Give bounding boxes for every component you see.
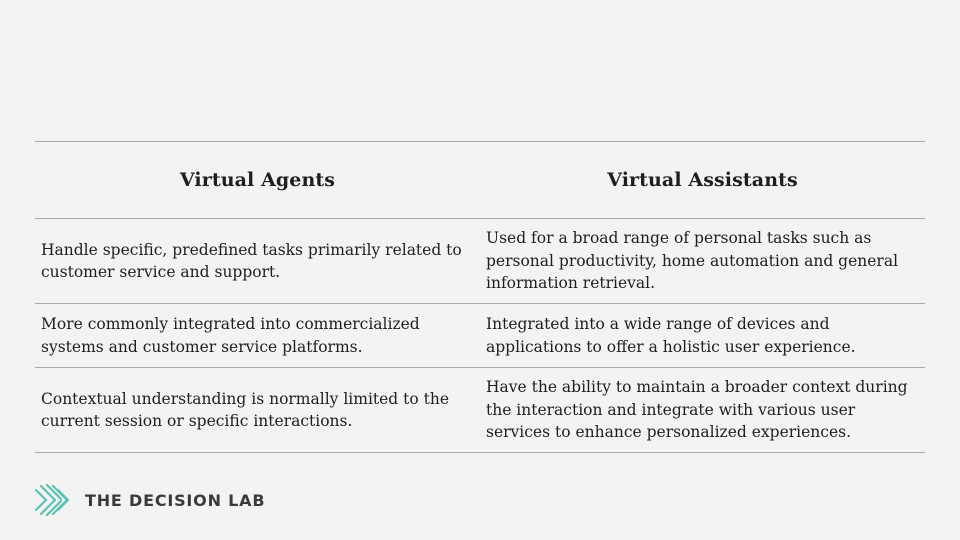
- agents-cell: More commonly integrated into commercialized systems and customer service platforms.: [41, 315, 420, 356]
- assistants-cell: Integrated into a wide range of devices and applications to offer a holistic user experience.: [486, 315, 856, 356]
- brand-name: THE DECISION LAB: [85, 490, 266, 510]
- assistants-cell: Used for a broad range of personal tasks such as personal productivity, home automation and general information retrieval.: [486, 229, 899, 293]
- decision-lab-logo-icon: [33, 484, 71, 516]
- assistants-cell: Have the ability to maintain a broader context during the interaction and integrate with various user services to enhance personalized experiences.: [486, 378, 908, 442]
- table-row: [35, 304, 925, 368]
- agents-cell: Handle specific, predefined tasks primarily related to customer service and support.: [41, 240, 462, 281]
- comparison-table: [35, 141, 925, 453]
- agents-cell: Contextual understanding is normally limited to the current session or specific interactions.: [41, 389, 450, 430]
- table-row: [35, 368, 925, 453]
- brand-logo: [33, 484, 265, 516]
- header-virtual-agents: Virtual Agents: [179, 169, 336, 191]
- table-header-row: [35, 142, 925, 219]
- header-virtual-assistants: Virtual Assistants: [607, 169, 798, 191]
- table-row: [35, 219, 925, 304]
